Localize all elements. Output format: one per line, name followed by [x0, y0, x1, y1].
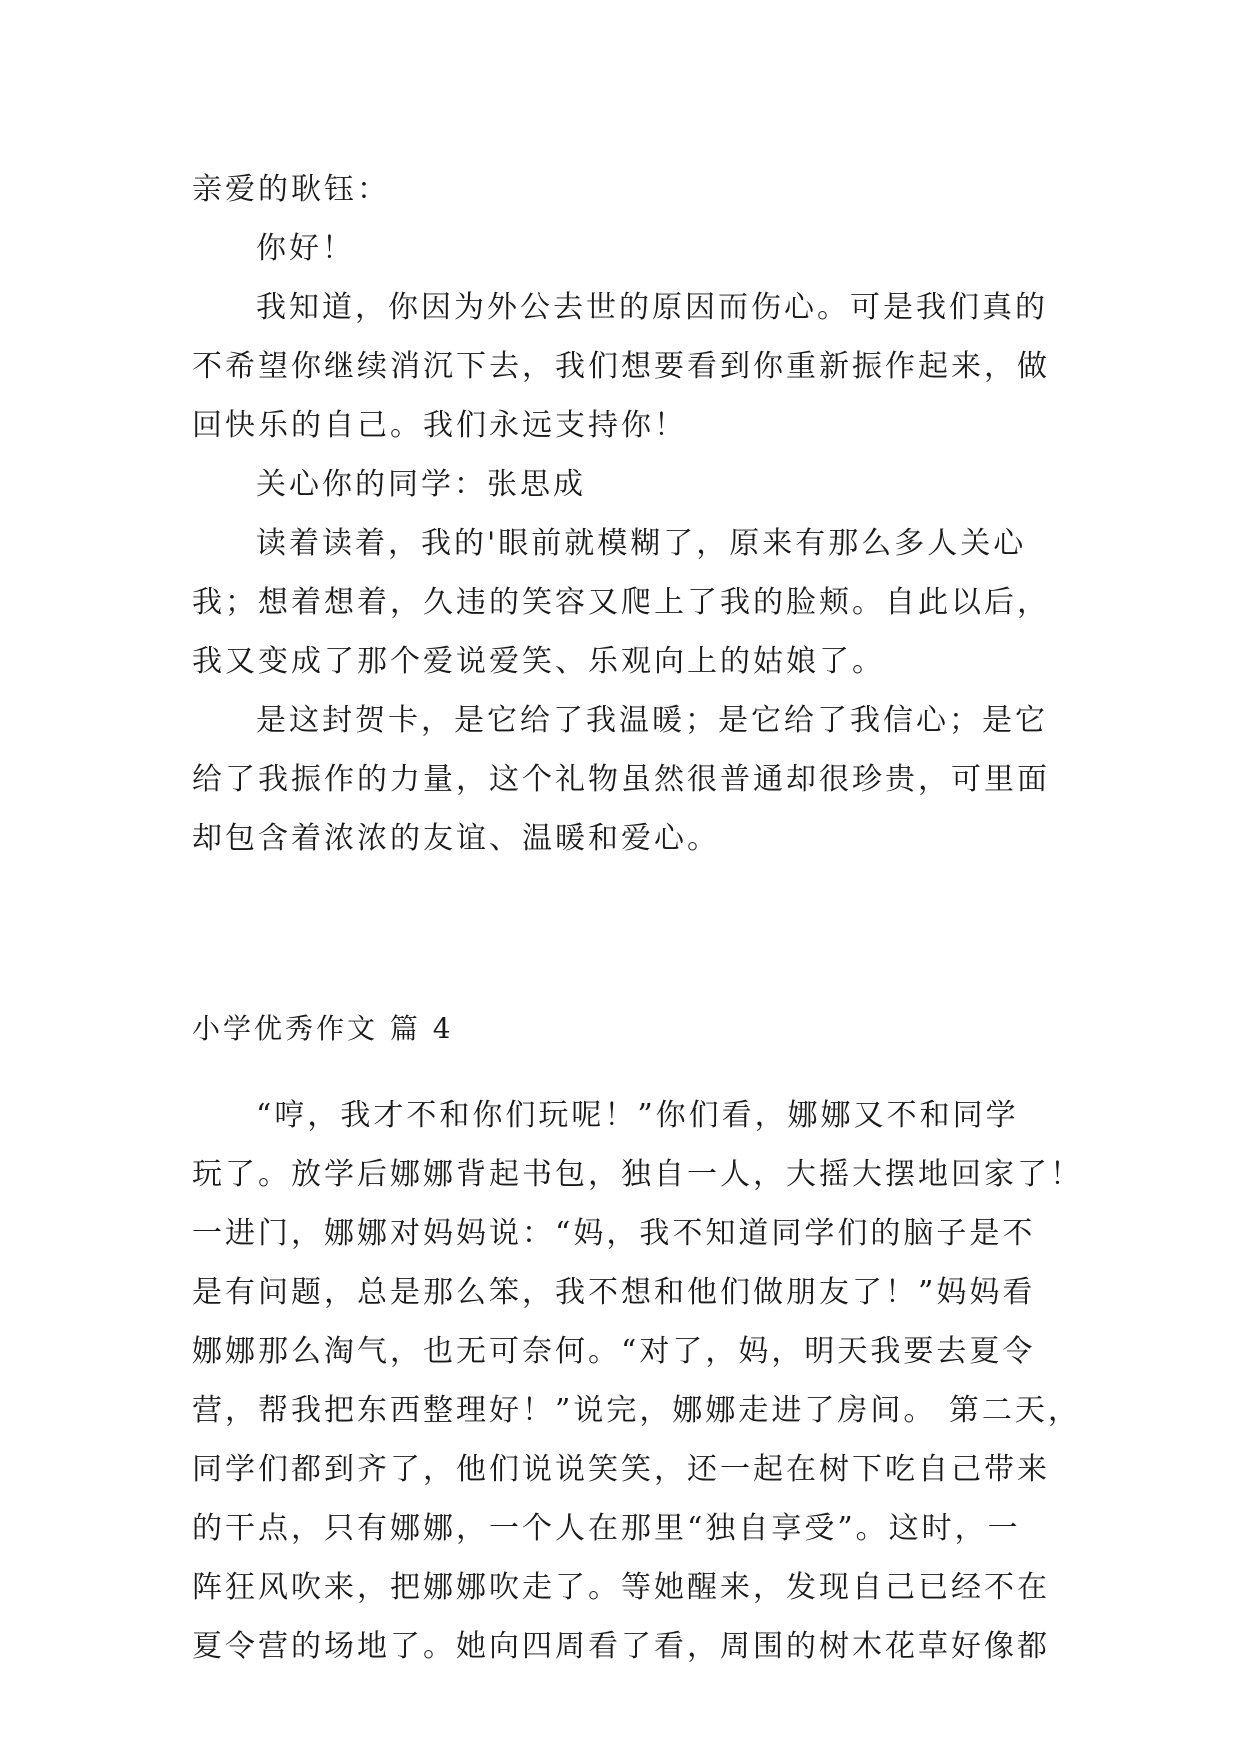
paragraph-line: 我知道，你因为外公去世的原因而伤心。可是我们真的	[256, 290, 1048, 325]
paragraph-line: 读着读着，我的'眼前就模糊了，原来有那么多人关心	[256, 526, 1027, 561]
paragraph-line: 给了我振作的力量，这个礼物虽然很普通却很珍贵，可里面	[192, 762, 1050, 797]
paragraph-line: 夏令营的场地了。她向四周看了看，周围的树木花草好像都	[192, 1629, 1050, 1664]
paragraph-line: 是有问题，总是那么笨，我不想和他们做朋友了！”妈妈看	[192, 1275, 1036, 1310]
paragraph-line: “哼，我才不和你们玩呢！”你们看，娜娜又不和同学	[256, 1098, 1019, 1133]
paragraph-line: 的干点，只有娜娜，一个人在那里“独自享受”。这时，一	[192, 1511, 1021, 1546]
section-gap	[192, 868, 1062, 971]
paragraph-line: 同学们都到齐了，他们说说笑笑，还一起在树下吃自己带来	[192, 1452, 1050, 1487]
document-page	[192, 160, 1083, 1676]
paragraph-line: 不希望你继续消沉下去，我们想要看到你重新振作起来，做	[192, 349, 1050, 384]
paragraph-line: 回快乐的自己。我们永远支持你！	[192, 408, 687, 443]
signature: 关心你的同学：张思成	[256, 467, 586, 502]
paragraph-line: 玩了。放学后娜娜背起书包，独自一人，大摇大摆地回家了！	[192, 1157, 1083, 1192]
salutation: 亲爱的耿钰：	[192, 172, 390, 207]
paragraph-line: 娜娜那么淘气，也无可奈何。“对了，妈，明天我要去夏令	[192, 1334, 1036, 1369]
paragraph-line: 营，帮我把东西整理好！”说完，娜娜走进了房间。 第二天，	[192, 1393, 1081, 1428]
section-heading: 小学优秀作文 篇 4	[192, 1012, 454, 1045]
paragraph-line: 却包含着浓浓的友谊、温暖和爱心。	[192, 821, 720, 856]
paragraph-line: 是这封贺卡，是它给了我温暖；是它给了我信心；是它	[256, 703, 1048, 738]
paragraph-line: 我又变成了那个爱说爱笑、乐观向上的姑娘了。	[192, 644, 885, 679]
paragraph-line: 我；想着想着，久违的笑容又爬上了我的脸颊。自此以后，	[192, 585, 1050, 620]
greeting: 你好！	[256, 231, 355, 266]
paragraph-line: 阵狂风吹来，把娜娜吹走了。等她醒来，发现自己已经不在	[192, 1570, 1050, 1605]
paragraph-line: 一进门，娜娜对妈妈说：“妈，我不知道同学们的脑子是不	[192, 1216, 1036, 1251]
